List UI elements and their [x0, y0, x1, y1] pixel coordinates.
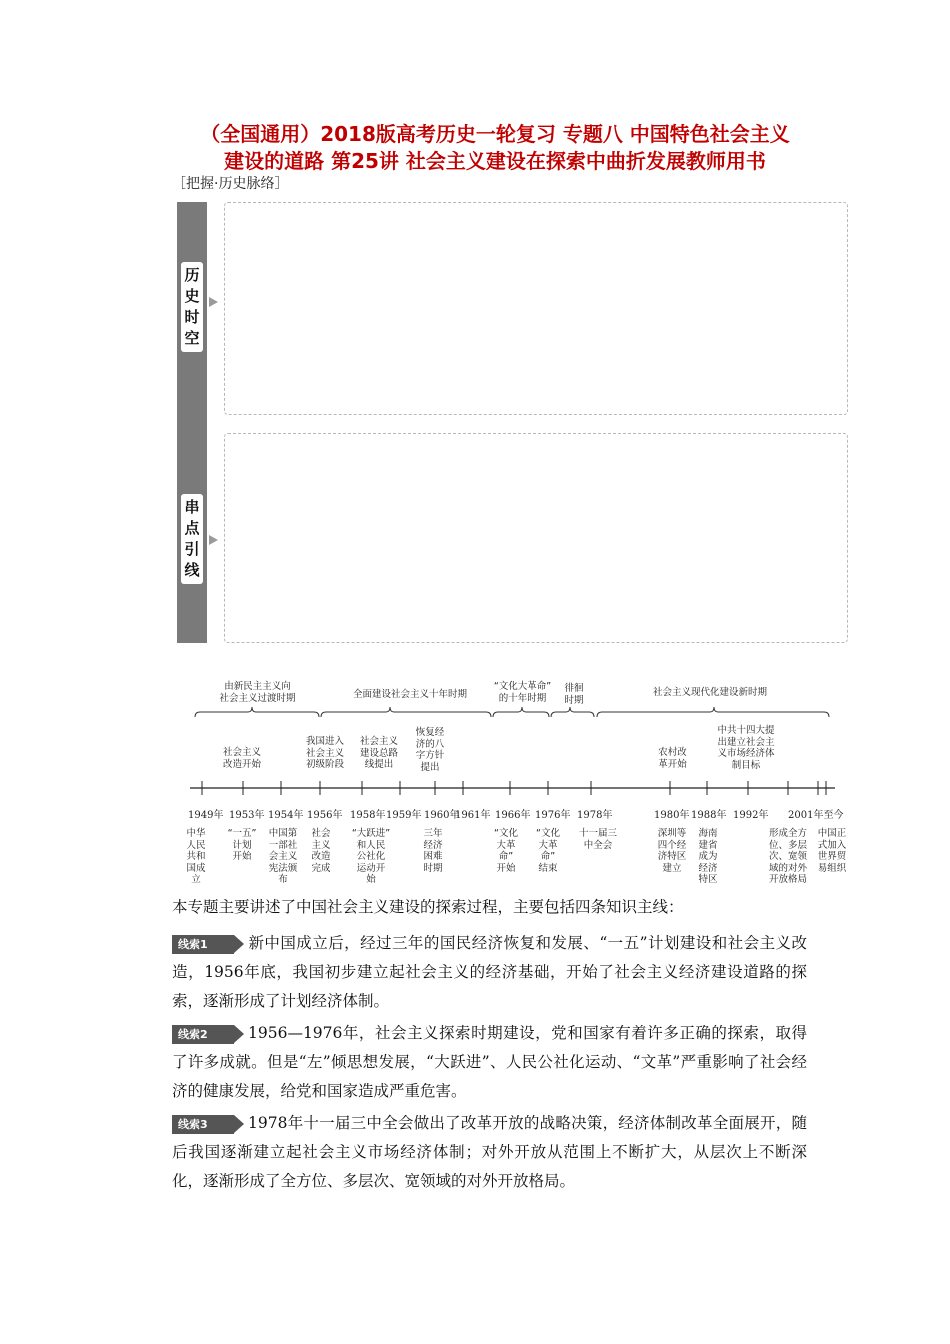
- intro-text: 本专题主要讲述了中国社会主义建设的探索过程，主要包括四条知识主线：: [172, 898, 684, 916]
- event-below: 深圳等 四个经 济特区 建立: [657, 828, 687, 874]
- event-above: 社会主义 建设总路 线提出: [359, 736, 398, 770]
- period-label: 社会主义现代化建设新时期: [652, 687, 767, 698]
- event-above: 农村改 革开始: [658, 747, 687, 770]
- year-label: 1949年: [188, 810, 224, 821]
- year-label: 1953年: [229, 810, 265, 821]
- year-label: 1958年: [350, 810, 386, 821]
- year-label: 2001年至今: [788, 810, 844, 821]
- section-subhead: ［把握·历史脉络］: [172, 176, 289, 192]
- event-below: “文化 大革 命” 开始: [494, 828, 518, 874]
- clue-text-2: 1956—1976年，社会主义探索时期建设，党和国家有着许多正确的探索，取得了许多成就。但是“左”倾思想发展，“大跃进”、人民公社化运动、“文革”严重影响了社会经济的健康发展，给党和国家造成严重危害。: [172, 1024, 807, 1100]
- event-below: 形成全方 位、多层 次、宽领 域的对外 开放格局: [768, 828, 807, 885]
- clue-paragraph-1: [172, 929, 807, 1016]
- event-below: 十一届三 中全会: [578, 828, 617, 851]
- event-above: 我国进入 社会主义 初级阶段: [305, 736, 344, 770]
- event-below: 中国第 一部社 会主义 宪法颁 布: [268, 828, 298, 885]
- event-below: 中华 人民 共和 国成 立: [186, 828, 206, 885]
- event-below: 三年 经济 困难 时期: [423, 828, 443, 874]
- year-label: 1956年: [307, 810, 343, 821]
- period-brace: [195, 707, 319, 717]
- clue-tag-1: 线索1: [172, 935, 234, 954]
- period-label: 由新民主主义向 社会主义过渡时期: [219, 681, 296, 704]
- year-label: 1959年: [386, 810, 422, 821]
- label-clue-lines: 串点引线: [181, 494, 203, 584]
- event-below: “大跃进” 和人民 公社化 运动开 始: [351, 828, 391, 885]
- year-label: 1978年: [577, 810, 613, 821]
- period-brace: [493, 707, 549, 717]
- event-below: “文化 大革 命” 结束: [536, 828, 560, 874]
- clue-paragraph-2: [172, 1019, 807, 1106]
- document-title: [100, 121, 890, 175]
- event-below: 海南 建省 成为 经济 特区: [698, 828, 718, 885]
- intro-paragraph: [172, 893, 807, 922]
- period-label: 全面建设社会主义十年时期: [352, 689, 467, 700]
- title-line-2: 建设的道路 第25讲 社会主义建设在探索中曲折发展教师用书: [224, 149, 766, 173]
- period-brace: [597, 707, 829, 717]
- clue-paragraph-3: [172, 1109, 807, 1196]
- event-above: 社会主义 改造开始: [222, 747, 261, 770]
- period-label: “文化大革命” 的十年时期: [493, 681, 552, 704]
- clue-text-3: 1978年十一届三中全会做出了改革开放的战略决策，经济体制改革全面展开，随后我国逐渐建立起社会主义市场经济体制；对外开放从范围上不断扩大，从层次上不断深化，逐渐形成了全方位、多层次、宽领域的对外开放格局。: [172, 1114, 807, 1190]
- event-below: 社会 主义 改造 完成: [311, 828, 331, 874]
- clue-tag-3: 线索3: [172, 1115, 234, 1134]
- year-label: 1954年: [268, 810, 304, 821]
- period-brace: [551, 707, 594, 717]
- year-label: 1976年: [535, 810, 571, 821]
- year-label: 1966年: [495, 810, 531, 821]
- label-history-time-space: 历史时空: [181, 262, 203, 352]
- history-space-box: [224, 202, 848, 415]
- title-line-1: （全国通用）2018版高考历史一轮复习 专题八 中国特色社会主义: [200, 122, 790, 146]
- timeline-figure: [180, 675, 860, 890]
- year-label: 1980年: [654, 810, 690, 821]
- clue-text-1: 新中国成立后，经过三年的国民经济恢复和发展、“一五”计划建设和社会主义改造，1956年底，我国初步建立起社会主义的经济基础，开始了社会主义经济建设道路的探索，逐渐形成了计划经济体制。: [172, 934, 807, 1010]
- period-label: 徘徊 时期: [564, 683, 584, 706]
- event-above: 中共十四大提 出建立社会主 义市场经济体 制目标: [717, 725, 775, 771]
- year-label: 1988年: [691, 810, 727, 821]
- year-label: 1960年: [424, 810, 460, 821]
- event-below: 中国正 式加入 世界贸 易组织: [817, 828, 847, 874]
- arrow-right-icon: [209, 535, 218, 545]
- period-brace: [321, 707, 491, 717]
- event-above: 恢复经 济的八 字方针 提出: [415, 727, 445, 773]
- year-label: 1992年: [733, 810, 769, 821]
- year-label: 1961年: [455, 810, 491, 821]
- event-below: “一五” 计划 开始: [227, 828, 257, 862]
- clue-lines-box: [224, 433, 848, 643]
- clue-tag-2: 线索2: [172, 1025, 234, 1044]
- arrow-right-icon: [209, 297, 218, 307]
